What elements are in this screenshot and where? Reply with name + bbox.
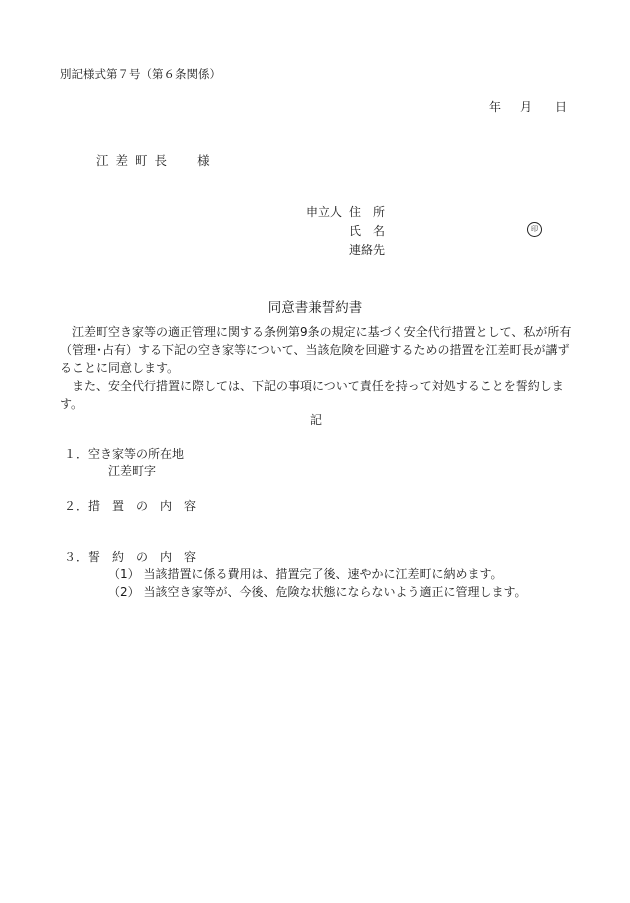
pledge-item: （1） 当該措置に係る費用は、措置完了後、速やかに江差町に納めます。 — [108, 567, 503, 581]
name-label: 氏 名 — [349, 224, 386, 238]
section-number: ３． — [64, 550, 89, 564]
addressee-char: 差 — [115, 153, 129, 168]
body-paragraph: 江差町空き家等の適正管理に関する条例第9条の規定に基づく安全代行措置として、私が所有（管理･占有）する下記の空き家等について、当該危険を回避するための措置を江差町長が講ずることに同意します。 — [60, 325, 572, 375]
addressee-char: 江 — [96, 153, 109, 168]
date-day-label: 日 — [555, 100, 568, 114]
addressee-char: 長 — [154, 153, 168, 168]
addressee-char: 町 — [135, 153, 148, 168]
addressee — [96, 151, 210, 169]
section-label: 空き家等の所在地 — [88, 447, 185, 461]
date-month-label: 月 — [520, 100, 533, 114]
addressee-honorific: 様 — [197, 153, 210, 168]
section-pledge — [64, 548, 196, 565]
section-number: １． — [64, 447, 89, 461]
body-text — [60, 323, 576, 413]
ki-heading: 記 — [310, 413, 323, 427]
seal-icon: 印 — [527, 222, 542, 237]
date-year-label: 年 — [489, 100, 502, 114]
section-number: ２． — [64, 499, 89, 513]
contact-label: 連絡先 — [349, 243, 386, 257]
section-label: 誓 約 の 内 容 — [88, 550, 197, 564]
pledge-item: （2） 当該空き家等が、今後、危険な状態にならないよう適正に管理します。 — [108, 585, 527, 599]
location-prefix: 江差町字 — [108, 464, 157, 478]
section-measures — [64, 497, 196, 514]
applicant-label: 申立人 — [306, 205, 343, 219]
section-label: 措 置 の 内 容 — [88, 499, 197, 513]
body-paragraph: また、安全代行措置に際しては、下記の事項について責任を持って対処することを誓約します。 — [60, 379, 564, 411]
section-location — [64, 445, 184, 462]
document-title: 同意書兼誓約書 — [267, 300, 363, 316]
seal-mark — [527, 220, 542, 237]
form-reference: 別記様式第７号（第６条関係） — [60, 67, 221, 81]
address-label: 住 所 — [349, 205, 386, 219]
